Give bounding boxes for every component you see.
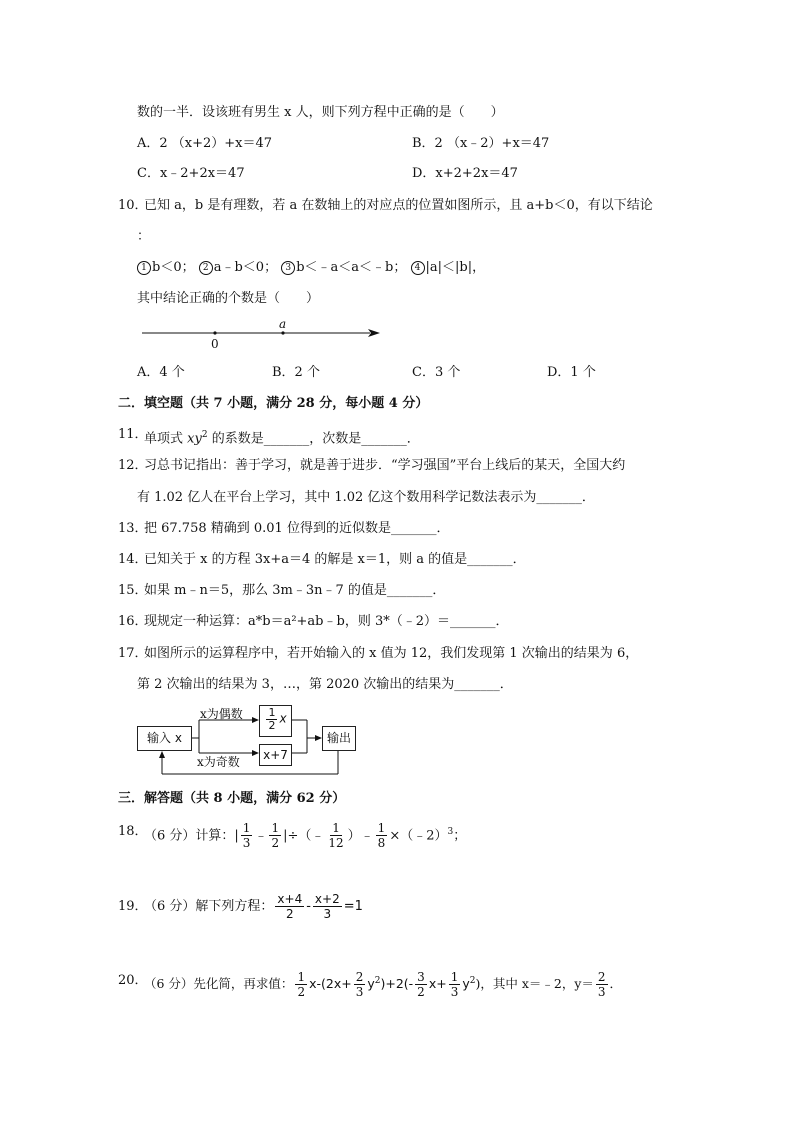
q15-text: 如果 m﹣n＝5，那么 3m﹣3n﹣7 的值是_______． (144, 583, 446, 598)
q17-number: 17． (118, 646, 148, 661)
q10-stem: 已知 a，b 是有理数，若 a 在数轴上的对应点的位置如图所示，且 a+b＜0，有以下结论 (144, 198, 653, 213)
q10-number: 10． (118, 198, 148, 213)
circled-1: 1 (137, 261, 151, 275)
q12-line2: 有 1.02 亿人在平台上学习，其中 1.02 亿这个数用科学记数法表示为_______． (137, 490, 595, 505)
q9-stem-continuation: 数的一半．设该班有男生 x 人，则下列方程中正确的是（ ） (137, 105, 504, 120)
q10-question: 其中结论正确的个数是（ ） (137, 291, 320, 306)
q18-number: 18． (118, 824, 148, 839)
axis-label-zero: 0 (211, 337, 219, 351)
q13-number: 13． (118, 521, 148, 536)
conclusion-1: b＜0； (152, 260, 195, 275)
odd-label: x为奇数 (197, 755, 240, 769)
conclusion-3: b＜﹣a＜a＜﹣b； (296, 260, 407, 275)
q10-option-c: C．3 个 (412, 365, 461, 380)
q15-number: 15． (118, 583, 148, 598)
q13-text: 把 67.758 精确到 0.01 位得到的近似数是_______． (144, 521, 450, 536)
q10-colon: ： (137, 229, 151, 244)
plus-7-box: x+7 (259, 744, 292, 766)
section-2-title: 二．填空题（共 7 小题，满分 28 分，每小题 4 分） (118, 396, 429, 411)
conclusion-2: a﹣b＜0； (213, 260, 278, 275)
conclusion-4: |a|＜|b|， (425, 260, 486, 275)
q10-conclusions (137, 259, 485, 277)
q17-line1: 如图所示的运算程序中，若开始输入的 x 值为 12，我们发现第 1 次输出的结果为 6， (144, 646, 639, 661)
q9-option-b: B．2 （x﹣2）+x＝47 (412, 136, 550, 151)
q11-text: 单项式 $xy^2$ 的系数是_______，次数是_______． (144, 430, 420, 447)
q9-option-d: D．x+2+2x＝47 (412, 166, 518, 181)
zero-point (213, 331, 216, 334)
circled-2: 2 (199, 261, 213, 275)
q16-text: 现规定一种运算：a*b＝a²+ab﹣b，则 3*（﹣2）＝_______． (144, 614, 509, 629)
q20-expression: （6 分）先化简，再求值： $\frac{1}{2}$ x-(2x+ $\frac{2}{3}$ $y^2)+2(-$ $\frac{3}{2}$ x+ $\frac{1}{3}$ $y^2$)，其中 x＝﹣2，y＝ $\frac{2}{3}$ ． (144, 970, 623, 1000)
axis-label-a: a (279, 317, 287, 331)
q10-option-a: A．4 个 (137, 365, 185, 380)
section-3-title: 三．解答题（共 8 小题，满分 62 分） (118, 791, 346, 806)
q14-text: 已知关于 x 的方程 3x+a＝4 的解是 x＝1，则 a 的值是_______． (144, 552, 526, 567)
q9-option-a: A．2 （x+2）+x＝47 (137, 136, 273, 151)
a-point (281, 331, 284, 334)
q20-number: 20． (118, 973, 148, 988)
half-x-box: $\frac{1}{2}$ x (259, 705, 292, 737)
q14-number: 14． (118, 552, 148, 567)
input-box: 输入 x (137, 726, 192, 751)
q18-expression: （6 分）计算：| $\frac{1}{3}$ ﹣ $\frac{1}{2}$ |÷（﹣ $\frac{1}{12}$ ）﹣ $\frac{1}{8}$ ×（﹣2）$^3$； (144, 821, 467, 851)
number-line (130, 315, 390, 355)
output-box: 输出 (322, 726, 356, 751)
q19-expression: （6 分）解下列方程： $\frac{x+4}{2}$ - $\frac{x+2}{3}$ =1 (144, 892, 363, 921)
q17-line2: 第 2 次输出的结果为 3，…，第 2020 次输出的结果为_______． (137, 677, 513, 692)
q9-option-c: C．x﹣2+2x＝47 (137, 166, 245, 181)
q12-line1: 习总书记指出：善于学习，就是善于进步．“学习强国”平台上线后的某天，全国大约 (144, 458, 626, 473)
q12-number: 12． (118, 458, 148, 473)
q19-number: 19． (118, 899, 148, 914)
even-label: x为偶数 (200, 707, 243, 721)
circled-4: 4 (411, 261, 425, 275)
q11-number: 11． (118, 427, 148, 442)
q10-option-b: B．2 个 (272, 365, 320, 380)
circled-3: 3 (281, 261, 295, 275)
q16-number: 16． (118, 614, 148, 629)
q10-option-d: D．1 个 (547, 365, 596, 380)
